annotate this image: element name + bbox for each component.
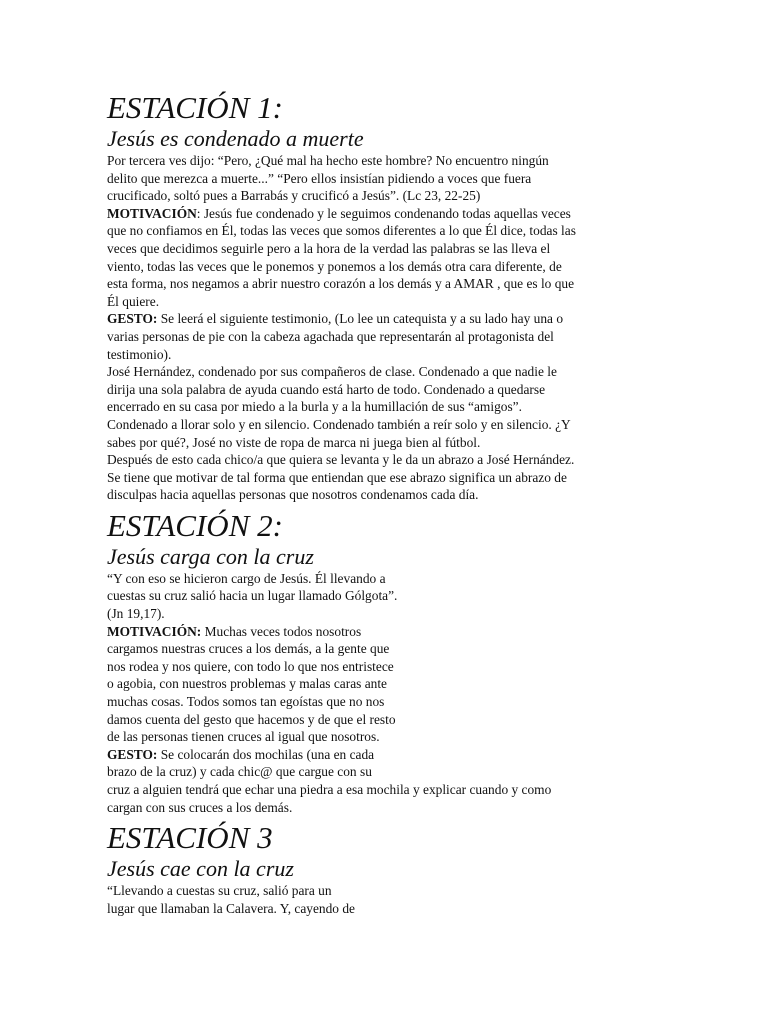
gospel-quote: Por tercera ves dijo: “Pero, ¿Qué mal ha hecho este hombre? No encuentro ningún delito que merezca a muerte...” “Pero ellos insistían pidiendo a voces que fuera crucificado, soltó pues a Barrabás y crucificó a Jesús”. (Lc 23, 22-25) (107, 153, 549, 204)
station-subtitle: Jesús cae con la cruz (107, 856, 294, 882)
gesture-paragraph (107, 746, 647, 816)
motivation-paragraph (107, 205, 647, 311)
testimony-paragraph: José Hernández, condenado por sus compañeros de clase. Condenado a que nadie le dirija una sola palabra de ayuda cuando está harto de todo. Condenado a quedarse encerrado en su casa por miedo a la burla y a la humillación de sus “amigos”. Condenado a llorar solo y en silencio. Condenado también a reír solo y en silencio. ¿Y sabes por qué?, José no viste de ropa de marca ni juega bien al fútbol. Después de esto cada chico/a que quiera se levanta y le da un abrazo a José Hernández. Se tiene que motivar de tal forma que entiendan que ese abrazo significa un abrazo de disculpas hacia aquellas personas que nosotros condenamos cada día. (107, 364, 575, 503)
gesture-label: GESTO: (107, 746, 158, 762)
station-subtitle: Jesús es condenado a muerte (107, 126, 364, 151)
station-1 (107, 90, 647, 504)
document-content (107, 90, 647, 917)
gesture-paragraph (107, 310, 647, 363)
gesture-text: Se leerá el siguiente testimonio, (Lo lee un catequista y a su lado hay una o varias personas de pie con la cabeza agachada que representarán al protagonista del testimonio). (107, 311, 564, 362)
motivation-label: MOTIVACIÓN: (107, 623, 202, 639)
motivation-text: : Jesús fue condenado y le seguimos condenando todas aquellas veces que no confiamos en Él, todas las veces que somos diferentes a lo que Él dice, todas las veces que decidimos seguirle pero a la hora de la verdad las palabras se las lleva el viento, todas las veces que le ponemos y ponemos a los demás otra cara diferente, de esta forma, nos negamos a abrir nuestro corazón a los demás y a AMAR , que es lo que Él quiere. (107, 205, 576, 309)
motivation-text: Muchas veces todos nosotros cargamos nuestras cruces a los demás, a la gente que nos rodea y nos quiere, con todo lo que nos entristece o agobia, con nuestros problemas y malas caras ante muchas cosas. Todos somos tan egoístas que no nos damos cuenta del gesto que hacemos y de que el resto de las personas tienen cruces al igual que nosotros. (107, 623, 396, 745)
station-title: ESTACIÓN 1: (107, 90, 283, 125)
gesture-label: GESTO: (107, 311, 158, 327)
gospel-quote: “Llevando a cuestas su cruz, salió para un lugar que llamaban la Calavera. Y, cayendo de (107, 883, 355, 916)
station-subtitle: Jesús carga con la cruz (107, 543, 314, 569)
station-3 (107, 820, 647, 917)
station-title: ESTACIÓN 2: (107, 507, 283, 543)
motivation-label: MOTIVACIÓN (107, 205, 197, 221)
gesture-text: Se colocarán dos mochilas (una en cada brazo de la cruz) y cada chic@ que cargue con su cruz a alguien tendrá que echar una piedra a esa mochila y explicar cuando y como cargan con sus cruces a los demás. (107, 746, 552, 815)
station-title: ESTACIÓN 3 (107, 820, 273, 856)
station-2 (107, 508, 647, 816)
gospel-quote: “Y con eso se hicieron cargo de Jesús. Él llevando a cuestas su cruz salió hacia un lugar llamado Gólgota”. (Jn 19,17). (107, 570, 398, 622)
motivation-paragraph (107, 623, 647, 746)
